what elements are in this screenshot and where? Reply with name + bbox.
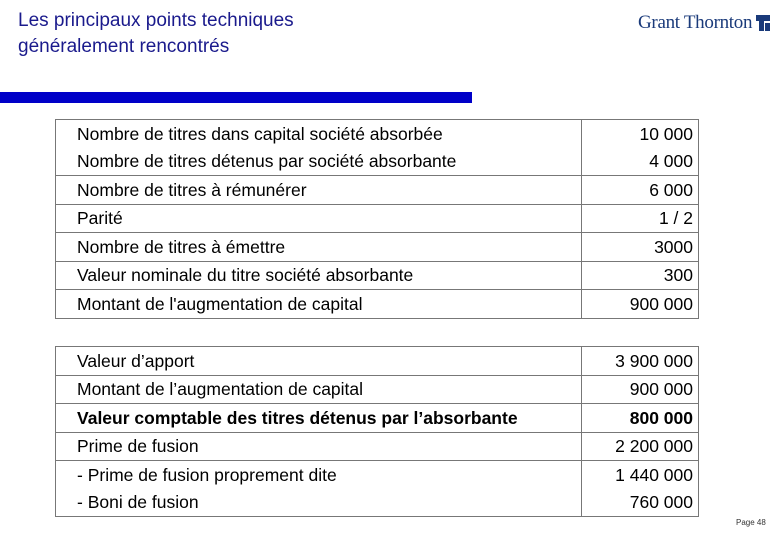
table-row — [56, 120, 699, 148]
table-row — [56, 233, 699, 262]
table-row — [56, 261, 699, 290]
row-value: 6 000 — [582, 176, 699, 205]
table-row — [56, 290, 699, 319]
row-value: 760 000 — [582, 489, 699, 517]
row-label: Parité — [56, 204, 582, 233]
title-underline-bar — [0, 92, 472, 103]
row-value: 3000 — [582, 233, 699, 262]
row-label: Nombre de titres à rémunérer — [56, 176, 582, 205]
logo-mark-icon — [755, 13, 771, 33]
logo-text: Grant Thornton — [638, 12, 753, 33]
row-value: 10 000 — [582, 120, 699, 148]
row-label: Montant de l’augmentation de capital — [56, 375, 582, 404]
row-value: 2 200 000 — [582, 432, 699, 461]
row-label: Valeur comptable des titres détenus par l’absorbante — [56, 404, 582, 433]
row-value: 1 / 2 — [582, 204, 699, 233]
row-value: 800 000 — [582, 404, 699, 433]
grant-thornton-logo — [638, 12, 771, 34]
row-label: Nombre de titres à émettre — [56, 233, 582, 262]
row-label: Prime de fusion — [56, 432, 582, 461]
page-number: Page 48 — [736, 518, 766, 527]
table-row — [56, 489, 699, 517]
table-row — [56, 375, 699, 404]
row-label: Valeur nominale du titre société absorbante — [56, 261, 582, 290]
table-row — [56, 461, 699, 489]
table-row — [56, 148, 699, 176]
row-label: - Prime de fusion proprement dite — [56, 461, 582, 489]
table-row — [56, 404, 699, 433]
row-value: 300 — [582, 261, 699, 290]
slide-title — [18, 8, 294, 60]
table-row — [56, 204, 699, 233]
row-label: Nombre de titres dans capital société absorbée — [56, 120, 582, 148]
table-row — [56, 176, 699, 205]
row-label: Valeur d’apport — [56, 347, 582, 376]
row-value: 3 900 000 — [582, 347, 699, 376]
row-label: Montant de l'augmentation de capital — [56, 290, 582, 319]
row-value: 1 440 000 — [582, 461, 699, 489]
merger-parameters-table — [55, 119, 699, 319]
merger-premium-table — [55, 346, 699, 517]
table-row — [56, 432, 699, 461]
table-row — [56, 347, 699, 376]
row-value: 900 000 — [582, 290, 699, 319]
row-label: Nombre de titres détenus par société absorbante — [56, 148, 582, 176]
title-line-1: Les principaux points techniques — [18, 10, 294, 31]
row-label: - Boni de fusion — [56, 489, 582, 517]
row-value: 900 000 — [582, 375, 699, 404]
row-value: 4 000 — [582, 148, 699, 176]
title-line-2: généralement rencontrés — [18, 36, 230, 57]
